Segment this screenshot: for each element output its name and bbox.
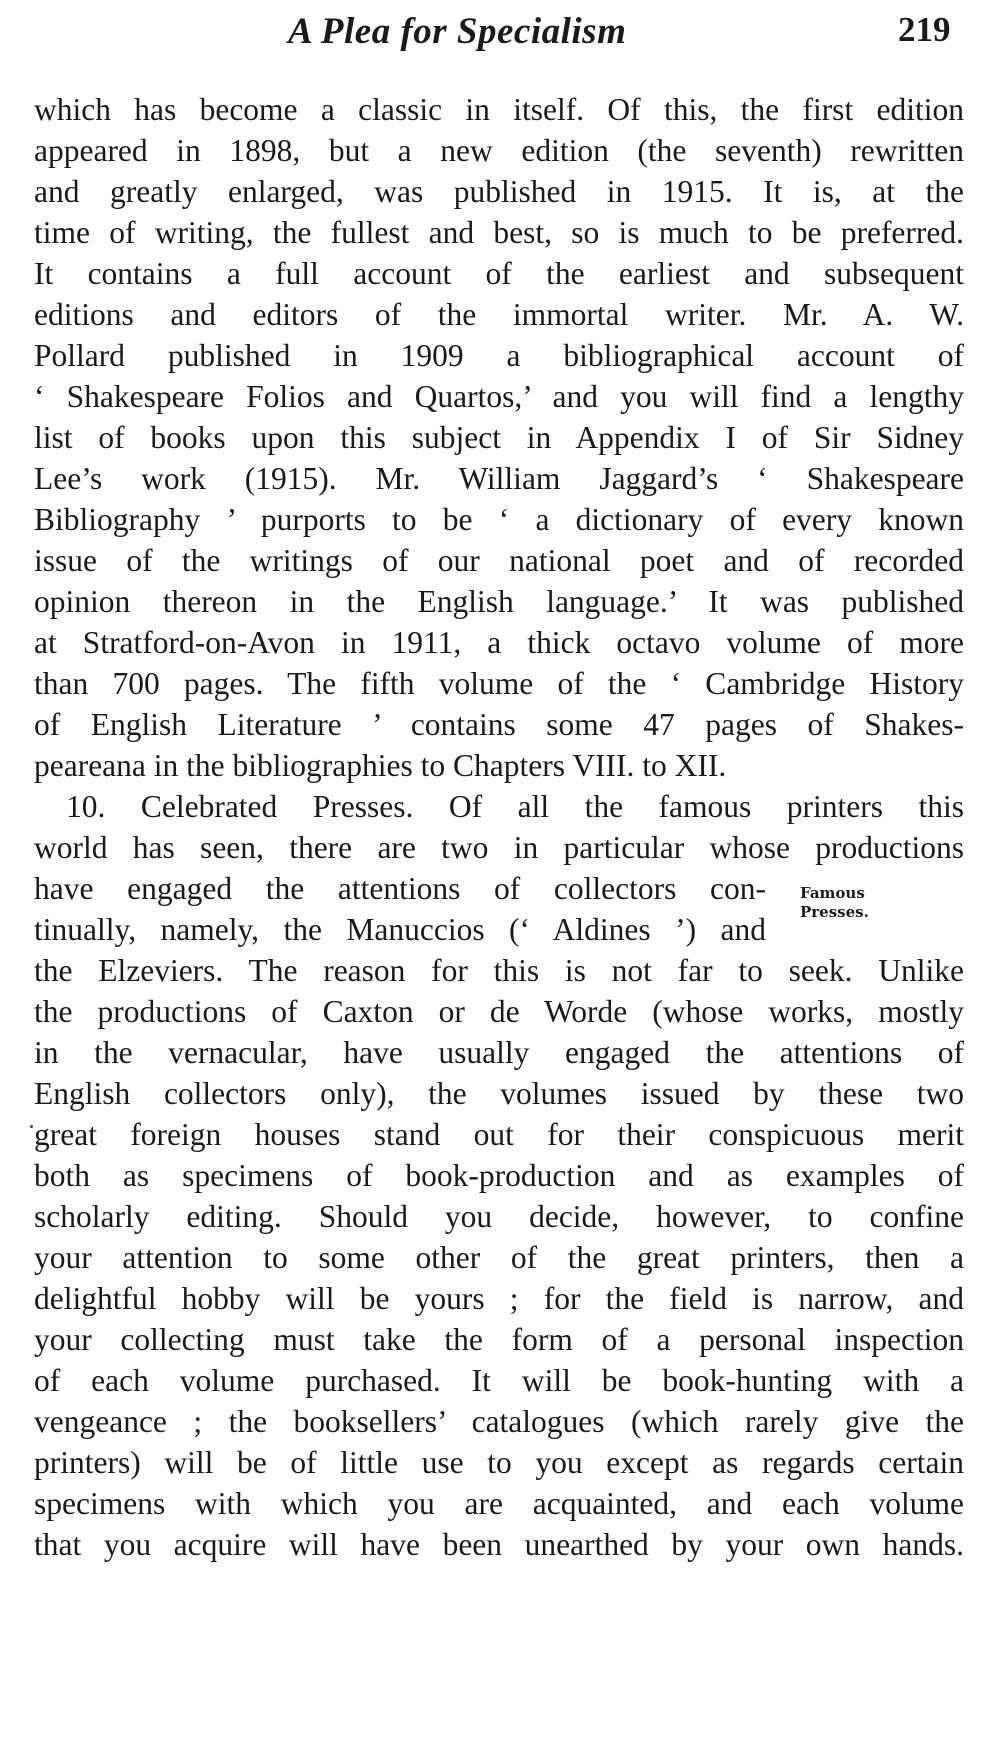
text-line: and greatly enlarged, was published in 1915. It is, at the bbox=[34, 174, 964, 209]
page-number: 219 bbox=[898, 10, 951, 49]
margin-note-line: Famous bbox=[800, 884, 865, 902]
text-line: your collecting must take the form of a personal inspection bbox=[34, 1322, 964, 1357]
section-heading-line: 10. Celebrated Presses. Of all the famous printers this bbox=[66, 789, 964, 824]
text-line: than 700 pages. The fifth volume of the ‘ Cambridge History bbox=[34, 666, 964, 701]
text-line: printers) will be of little use to you except as regards certain bbox=[34, 1445, 964, 1480]
text-line: which has become a classic in itself. Of this, the first edition bbox=[34, 92, 964, 127]
text-line: scholarly editing. Should you decide, however, to confine bbox=[34, 1199, 964, 1234]
text-line: tinually, namely, the Manuccios (‘ Aldines ’) and bbox=[34, 912, 766, 947]
text-line: at Stratford-on-Avon in 1911, a thick octavo volume of more bbox=[34, 625, 964, 660]
text-line: delightful hobby will be yours ; for the field is narrow, and bbox=[34, 1281, 964, 1316]
text-line: vengeance ; the booksellers’ catalogues (which rarely give the bbox=[34, 1404, 964, 1439]
text-line: great foreign houses stand out for their conspicuous merit bbox=[34, 1117, 964, 1152]
text-line: of English Literature ’ contains some 47 pages of Shakes- bbox=[34, 707, 964, 742]
text-line: both as specimens of book-production and as examples of bbox=[34, 1158, 964, 1193]
text-line: world has seen, there are two in particular whose productions bbox=[34, 830, 964, 865]
text-line: issue of the writings of our national poet and of recorded bbox=[34, 543, 964, 578]
text-line: specimens with which you are acquainted, and each volume bbox=[34, 1486, 964, 1521]
running-title: A Plea for Specialism bbox=[288, 11, 627, 52]
text-line: in the vernacular, have usually engaged the attentions of bbox=[34, 1035, 964, 1070]
text-line: editions and editors of the immortal writer. Mr. A. W. bbox=[34, 297, 964, 332]
text-line: list of books upon this subject in Appendix I of Sir Sidney bbox=[34, 420, 964, 455]
text-line: the productions of Caxton or de Worde (whose works, mostly bbox=[34, 994, 964, 1029]
text-line: peareana in the bibliographies to Chapters VIII. to XII. bbox=[34, 748, 727, 783]
running-head bbox=[0, 6, 1000, 66]
text-line: English collectors only), the volumes issued by these two bbox=[34, 1076, 964, 1111]
text-line: Pollard published in 1909 a bibliographical account of bbox=[34, 338, 964, 373]
text-line: Lee’s work (1915). Mr. William Jaggard’s ‘ Shakespeare bbox=[34, 461, 964, 496]
text-line: ‘ Shakespeare Folios and Quartos,’ and you will find a lengthy bbox=[34, 379, 964, 414]
print-speck bbox=[30, 1125, 33, 1128]
text-line: Bibliography ’ purports to be ‘ a dictionary of every known bbox=[34, 502, 964, 537]
margin-note bbox=[800, 884, 869, 922]
text-line: that you acquire will have been unearthed by your own hands. bbox=[34, 1527, 964, 1562]
text-line: your attention to some other of the great printers, then a bbox=[34, 1240, 964, 1275]
text-line: of each volume purchased. It will be book-hunting with a bbox=[34, 1363, 964, 1398]
text-line: appeared in 1898, but a new edition (the seventh) rewritten bbox=[34, 133, 964, 168]
margin-note-line: Presses. bbox=[800, 903, 869, 921]
text-line: opinion thereon in the English language.’ It was published bbox=[34, 584, 964, 619]
text-line: the Elzeviers. The reason for this is not far to seek. Unlike bbox=[34, 953, 964, 988]
text-line: It contains a full account of the earliest and subsequent bbox=[34, 256, 964, 291]
text-line: time of writing, the fullest and best, so is much to be preferred. bbox=[34, 215, 964, 250]
text-line: have engaged the attentions of collectors con- bbox=[34, 871, 766, 906]
